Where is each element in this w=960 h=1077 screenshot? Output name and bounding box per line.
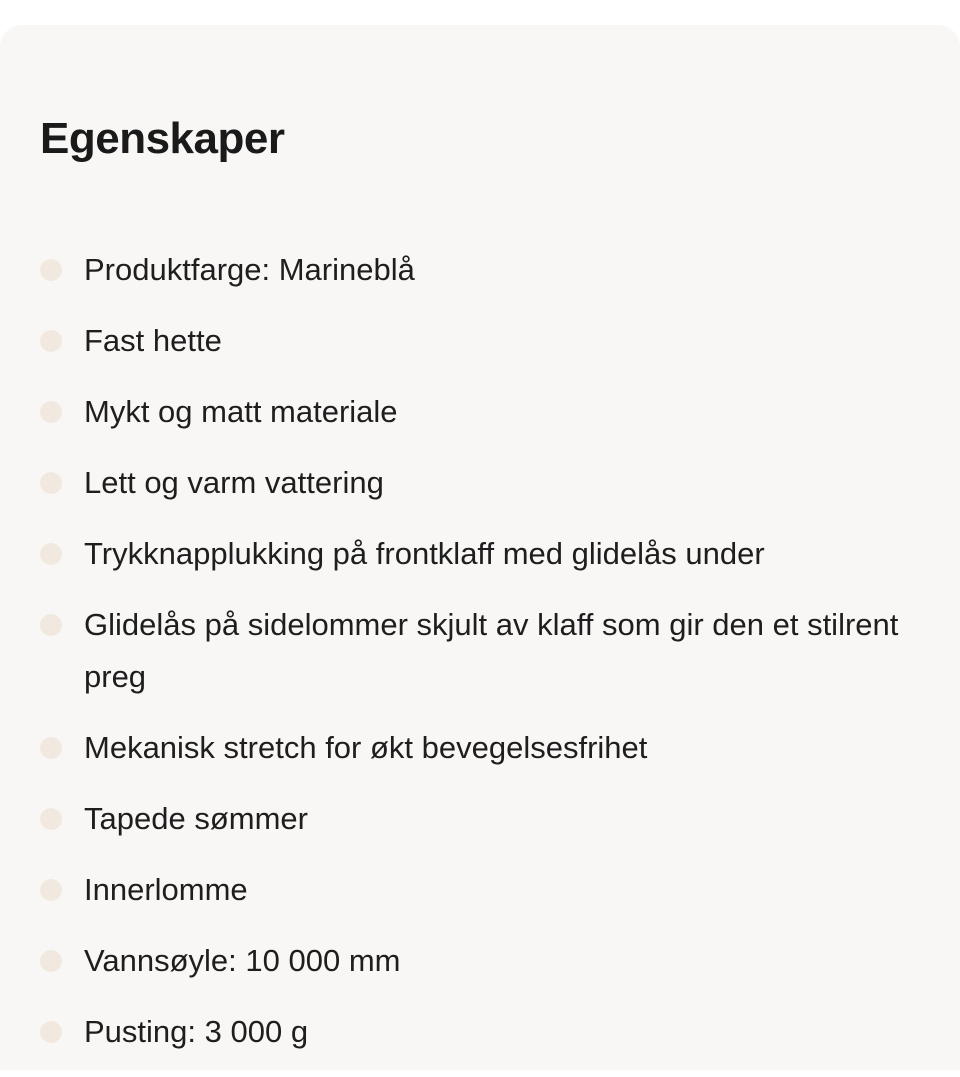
bullet-icon <box>40 737 62 759</box>
list-item <box>0 457 900 509</box>
bullet-icon <box>40 1021 62 1043</box>
list-item <box>0 793 900 845</box>
bullet-icon <box>40 614 62 636</box>
bullet-icon <box>40 950 62 972</box>
bullet-icon <box>40 879 62 901</box>
bullet-icon <box>40 401 62 423</box>
features-list <box>0 244 900 1077</box>
list-item <box>0 315 900 367</box>
list-item-text: Mekanisk stretch for økt bevegelsesfrihet <box>84 730 648 765</box>
list-item <box>0 722 900 774</box>
list-item <box>0 386 900 438</box>
list-item <box>0 1006 900 1058</box>
list-item-text: Vannsøyle: 10 000 mm <box>84 943 401 978</box>
bullet-icon <box>40 543 62 565</box>
list-item <box>0 864 900 916</box>
list-item-text: Trykknapplukking på frontklaff med glidelås under <box>84 536 765 571</box>
list-item-text: Tapede sømmer <box>84 801 308 836</box>
bullet-icon <box>40 259 62 281</box>
list-item-text: Produktfarge: Marineblå <box>84 252 415 287</box>
list-item-text: Pusting: 3 000 g <box>84 1014 309 1049</box>
list-item <box>0 599 900 703</box>
list-item <box>0 244 900 296</box>
list-item-text: Innerlomme <box>84 872 248 907</box>
list-item-text: Mykt og matt materiale <box>84 394 398 429</box>
bullet-icon <box>40 330 62 352</box>
section-title: Egenskaper <box>40 114 285 163</box>
features-card <box>0 25 960 1070</box>
list-item-text: Glidelås på sidelommer skjult av klaff som gir den et stilrent preg <box>84 607 899 694</box>
bullet-icon <box>40 472 62 494</box>
list-item-text: Lett og varm vattering <box>84 465 384 500</box>
list-item <box>0 935 900 987</box>
list-item-text: Fast hette <box>84 323 222 358</box>
list-item <box>0 528 900 580</box>
bullet-icon <box>40 808 62 830</box>
